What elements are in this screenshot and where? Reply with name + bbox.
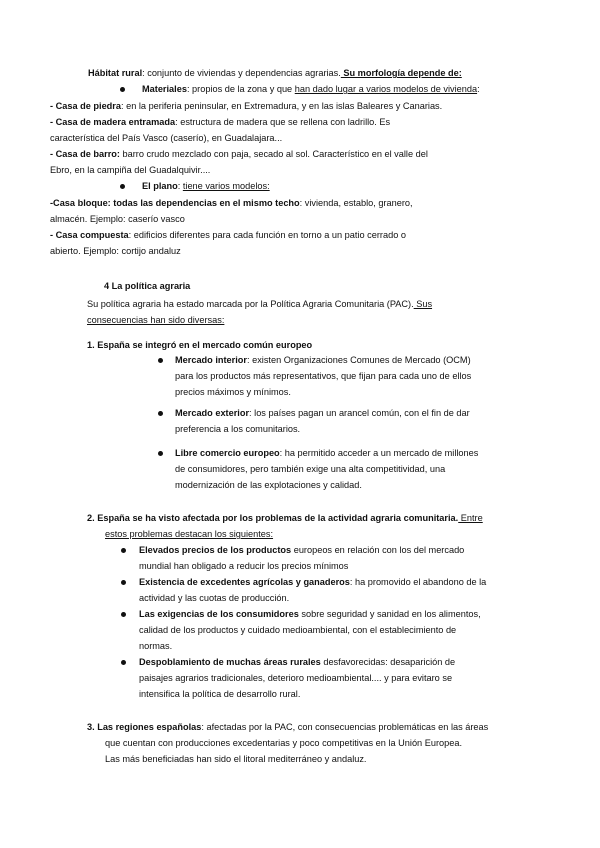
casa-compuesta-cont: abierto. Ejemplo: cortijo andaluz bbox=[50, 246, 181, 256]
item1-heading: 1. España se integró en el mercado común europeo bbox=[87, 340, 313, 350]
section-intro: Su política agraria ha estado marcada por la Política Agraria Comunitaria (PAC). Sus bbox=[87, 299, 433, 309]
bullet-line: calidad de los productos y cuidado medioambiental, con el establecimiento de bbox=[139, 625, 457, 635]
plano-title: El plano bbox=[142, 181, 178, 191]
item2-heading-cont: estos problemas destacan los siguientes: bbox=[105, 529, 274, 539]
bullet-exigencias: Las exigencias de los consumidores sobre seguridad y sanidad en los alimentos, bbox=[139, 609, 481, 619]
habitat-morphology: Su morfología depende de: bbox=[340, 68, 462, 78]
bullet-dot bbox=[120, 87, 125, 92]
item3-line: que cuentan con producciones excedentarias y poco competitivas en la Unión Europea. bbox=[105, 738, 463, 748]
item3-regiones: 3. Las regiones españolas: afectadas por la PAC, con consecuencias problemáticas en las áreas bbox=[87, 722, 489, 732]
casa-compuesta: - Casa compuesta: edificios diferentes para cada función en torno a un patio cerrado o bbox=[50, 230, 406, 240]
section-heading: 4 La política agraria bbox=[104, 281, 191, 291]
casa-piedra: - Casa de piedra: en la periferia peninsular, en Extremadura, y en las islas Baleares y Canarias. bbox=[50, 101, 443, 111]
bullet-line: paisajes agrarios tradicionales, deterioro medioambiental.... y para evitaro se bbox=[139, 673, 453, 683]
casa-madera: - Casa de madera entramada: estructura de madera que se rellena con ladrillo. Es bbox=[50, 117, 391, 127]
habitat-term: Hábitat rural bbox=[88, 68, 143, 78]
bullet-line: normas. bbox=[139, 641, 173, 651]
item3-line: Las más beneficiadas han sido el litoral mediterráneo y andaluz. bbox=[105, 754, 367, 764]
bullet-line: intensifica la política de desarrollo rural. bbox=[139, 689, 301, 699]
casa-barro: - Casa de barro: barro crudo mezclado con paja, secado al sol. Característico en el valle del bbox=[50, 149, 428, 159]
bullet-mercado-exterior: Mercado exterior: los países pagan un arancel común, con el fin de dar bbox=[175, 408, 470, 418]
bullet-dot bbox=[121, 612, 126, 617]
bullet-line: modernización de las explotaciones y calidad. bbox=[175, 480, 362, 490]
bullet-line: mundial han obligado a reducir los precios mínimos bbox=[139, 561, 349, 571]
bullet-dot bbox=[121, 548, 126, 553]
materiales-link-text: han dado lugar a varios modelos de vivienda bbox=[294, 84, 478, 94]
bullet-elevados-precios: Elevados precios de los productos europeos en relación con los del mercado bbox=[139, 545, 465, 555]
section-intro-cont: consecuencias han sido diversas: bbox=[87, 315, 225, 325]
bullet-excedentes: Existencia de excedentes agrícolas y ganaderos: ha promovido el abandono de la bbox=[139, 577, 487, 587]
bullet-dot bbox=[120, 184, 125, 189]
bullet-dot bbox=[158, 358, 163, 363]
bullet-dot bbox=[121, 660, 126, 665]
bullet-despoblamiento: Despoblamiento de muchas áreas rurales desfavorecidas: desaparición de bbox=[139, 657, 456, 667]
casa-bloque: -Casa bloque: todas las dependencias en el mismo techo: vivienda, establo, granero, bbox=[50, 198, 413, 208]
bullet-dot bbox=[121, 580, 126, 585]
bullet-line: preferencia a los comunitarios. bbox=[175, 424, 301, 434]
habitat-definition: : conjunto de viviendas y dependencias agrarias. bbox=[142, 68, 341, 78]
materiales-line: Materiales: propios de la zona y que han dado lugar a varios modelos de vivienda: bbox=[142, 84, 480, 94]
bullet-line: de consumidores, pero también exige una alta competitividad, una bbox=[175, 464, 446, 474]
habitat-intro bbox=[88, 65, 528, 82]
materiales-title: Materiales bbox=[142, 84, 187, 94]
bullet-line: precios máximos y mínimos. bbox=[175, 387, 291, 397]
casa-bloque-cont: almacén. Ejemplo: caserío vasco bbox=[50, 214, 185, 224]
bullet-line: para los productos más representativos, que fijan para cada uno de ellos bbox=[175, 371, 472, 381]
plano-line: El plano: tiene varios modelos: bbox=[142, 181, 270, 191]
casa-madera-cont: característica del País Vasco (caserío), en Guadalajara... bbox=[50, 133, 283, 143]
bullet-mercado-interior: Mercado interior: existen Organizaciones Comunes de Mercado (OCM) bbox=[175, 355, 471, 365]
item2-heading: 2. España se ha visto afectada por los problemas de la actividad agraria comunitaria. Entre bbox=[87, 513, 483, 523]
bullet-libre-comercio: Libre comercio europeo: ha permitido acceder a un mercado de millones bbox=[175, 448, 479, 458]
bullet-dot bbox=[158, 411, 163, 416]
bullet-line: actividad y las cuotas de producción. bbox=[139, 593, 290, 603]
casa-barro-cont: Ebro, en la campiña del Guadalquivir.... bbox=[50, 165, 211, 175]
bullet-dot bbox=[158, 451, 163, 456]
